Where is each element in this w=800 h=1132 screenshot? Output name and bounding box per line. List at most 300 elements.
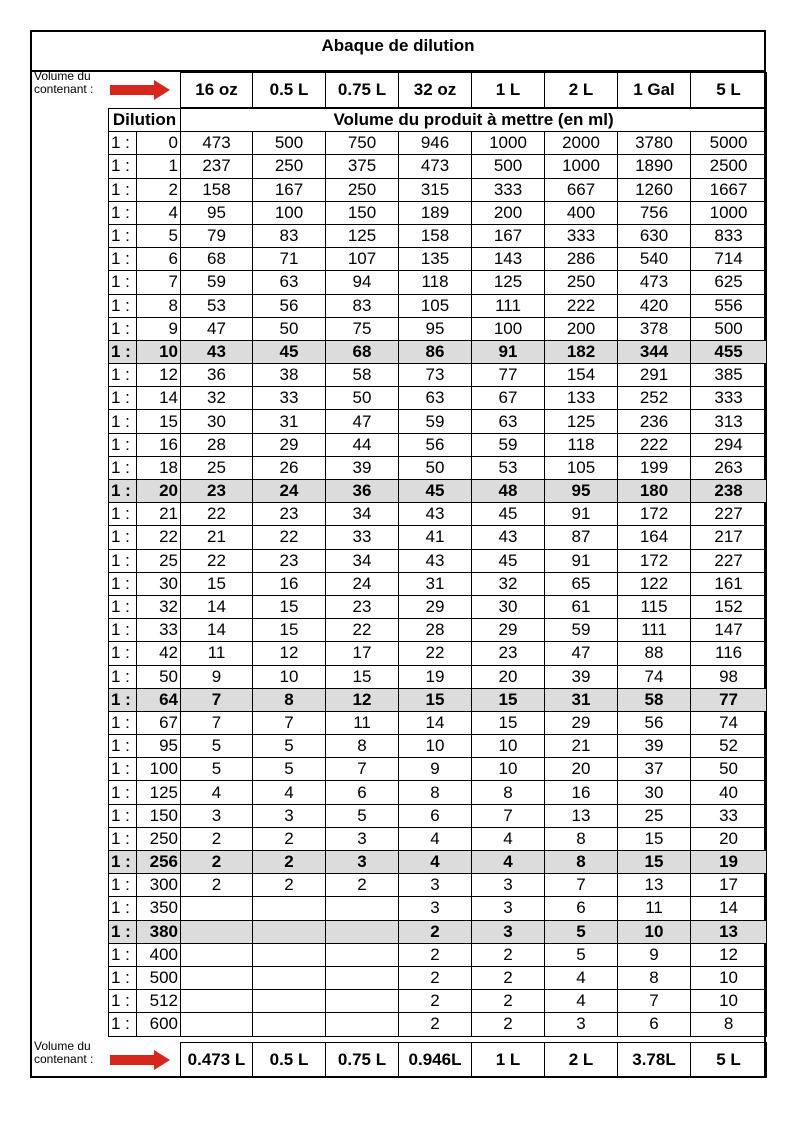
- volume-cell: 7: [472, 804, 545, 827]
- dilution-ratio: 42: [137, 642, 181, 665]
- container-label-bottom: Volume du contenant :: [34, 1039, 94, 1066]
- volume-cell: 105: [399, 294, 472, 317]
- table-row: [109, 619, 767, 642]
- volume-cell: 7: [618, 990, 691, 1013]
- volume-cell: 79: [181, 224, 253, 247]
- volume-cell: 13: [691, 920, 767, 943]
- volume-cell: 65: [545, 572, 618, 595]
- volume-cell: 19: [691, 851, 767, 874]
- container-volume-liters-cell: 0.946L: [399, 1043, 472, 1078]
- volume-cell: 45: [472, 503, 545, 526]
- volume-cell: 14: [181, 595, 253, 618]
- volume-cell: 4: [399, 827, 472, 850]
- dilution-ratio: 10: [137, 340, 181, 363]
- volume-cell: 45: [472, 549, 545, 572]
- volume-cell: 39: [326, 456, 399, 479]
- volume-cell: 125: [545, 410, 618, 433]
- volume-cell: 236: [618, 410, 691, 433]
- volume-cell: 39: [545, 665, 618, 688]
- volume-cell: 9: [399, 758, 472, 781]
- volume-cell: 100: [253, 201, 326, 224]
- volume-cell: 29: [545, 711, 618, 734]
- volume-cell: 32: [472, 572, 545, 595]
- volume-cell: 2: [181, 874, 253, 897]
- volume-cell: 23: [253, 503, 326, 526]
- dilution-ratio: 33: [137, 619, 181, 642]
- table-row: [109, 688, 767, 711]
- volume-cell: 52: [691, 735, 767, 758]
- volume-cell: 14: [691, 897, 767, 920]
- ratio-prefix: 1 :: [109, 526, 137, 549]
- volume-cell: 68: [181, 248, 253, 271]
- container-volume-cell: 32 oz: [399, 73, 472, 108]
- dilution-ratio: 50: [137, 665, 181, 688]
- ratio-prefix: 1 :: [109, 990, 137, 1013]
- volume-cell: 50: [691, 758, 767, 781]
- volume-cell: 47: [181, 317, 253, 340]
- volume-cell: 36: [181, 364, 253, 387]
- volume-cell: 16: [545, 781, 618, 804]
- volume-cell: 15: [618, 851, 691, 874]
- volume-cell: 95: [545, 480, 618, 503]
- volume-cell: 25: [618, 804, 691, 827]
- volume-cell: 83: [253, 224, 326, 247]
- volume-cell: [326, 1013, 399, 1036]
- volume-cell: 29: [253, 433, 326, 456]
- volume-cell: 135: [399, 248, 472, 271]
- volume-cell: 63: [472, 410, 545, 433]
- volume-cell: 56: [253, 294, 326, 317]
- volume-cell: 77: [691, 688, 767, 711]
- dilution-sheet: [30, 30, 766, 1078]
- volume-cell: 30: [472, 595, 545, 618]
- volume-cell: 91: [545, 503, 618, 526]
- volume-cell: 5: [253, 758, 326, 781]
- volume-cell: 8: [545, 851, 618, 874]
- container-volume-liters-cell: 0.75 L: [326, 1043, 399, 1078]
- volume-cell: 375: [326, 155, 399, 178]
- volume-cell: 91: [472, 340, 545, 363]
- dilution-ratio: 32: [137, 595, 181, 618]
- volume-cell: 167: [253, 178, 326, 201]
- table-row: [109, 758, 767, 781]
- volume-cell: 238: [691, 480, 767, 503]
- volume-cell: [326, 897, 399, 920]
- volume-cell: 473: [181, 132, 253, 155]
- volume-cell: 58: [618, 688, 691, 711]
- volume-cell: 4: [253, 781, 326, 804]
- volume-cell: 48: [472, 480, 545, 503]
- volume-cell: 107: [326, 248, 399, 271]
- volume-cell: 83: [326, 294, 399, 317]
- ratio-prefix: 1 :: [109, 943, 137, 966]
- volume-cell: 756: [618, 201, 691, 224]
- volume-cell: [253, 943, 326, 966]
- ratio-prefix: 1 :: [109, 642, 137, 665]
- dilution-ratio: 64: [137, 688, 181, 711]
- volume-cell: 5: [545, 943, 618, 966]
- ratio-prefix: 1 :: [109, 595, 137, 618]
- volume-cell: 3: [181, 804, 253, 827]
- volume-cell: 1260: [618, 178, 691, 201]
- volume-cell: 6: [326, 781, 399, 804]
- volume-cell: 2: [399, 1013, 472, 1036]
- ratio-prefix: 1 :: [109, 549, 137, 572]
- volume-cell: 15: [399, 688, 472, 711]
- volume-cell: 71: [253, 248, 326, 271]
- volume-cell: 22: [181, 549, 253, 572]
- table-row: [109, 224, 767, 247]
- volume-cell: 58: [326, 364, 399, 387]
- volume-cell: 23: [326, 595, 399, 618]
- table-row: [109, 387, 767, 410]
- volume-cell: [181, 943, 253, 966]
- volume-cell: 7: [253, 711, 326, 734]
- volume-cell: 164: [618, 526, 691, 549]
- volume-cell: 420: [618, 294, 691, 317]
- volume-cell: 88: [618, 642, 691, 665]
- volume-cell: 29: [472, 619, 545, 642]
- volume-cell: 250: [253, 155, 326, 178]
- volume-cell: 10: [691, 990, 767, 1013]
- dilution-ratio: 350: [137, 897, 181, 920]
- volume-cell: 10: [472, 735, 545, 758]
- volume-cell: 189: [399, 201, 472, 224]
- ratio-prefix: 1 :: [109, 827, 137, 850]
- dilution-ratio: 400: [137, 943, 181, 966]
- table-row: [109, 966, 767, 989]
- volume-cell: 95: [399, 317, 472, 340]
- volume-cell: 14: [181, 619, 253, 642]
- volume-cell: 53: [181, 294, 253, 317]
- volume-cell: 2: [181, 851, 253, 874]
- volume-cell: 12: [326, 688, 399, 711]
- volume-cell: 9: [181, 665, 253, 688]
- volume-cell: 1667: [691, 178, 767, 201]
- volume-cell: 3: [399, 897, 472, 920]
- container-volume-liters-cell: 5 L: [691, 1043, 767, 1078]
- volume-cell: 286: [545, 248, 618, 271]
- volume-cell: 15: [326, 665, 399, 688]
- table-row: [109, 294, 767, 317]
- volume-cell: 30: [181, 410, 253, 433]
- volume-cell: 10: [472, 758, 545, 781]
- table-row: [109, 317, 767, 340]
- volume-cell: 2: [253, 851, 326, 874]
- volume-cell: 8: [472, 781, 545, 804]
- dilution-ratio: 15: [137, 410, 181, 433]
- volume-cell: 24: [253, 480, 326, 503]
- volume-cell: 23: [253, 549, 326, 572]
- dilution-ratio: 0: [137, 132, 181, 155]
- table-row: [109, 851, 767, 874]
- volume-cell: 15: [472, 688, 545, 711]
- volume-cell: 8: [545, 827, 618, 850]
- dilution-ratio: 380: [137, 920, 181, 943]
- table-row: [109, 897, 767, 920]
- container-volume-cell: 1 Gal: [618, 73, 691, 108]
- table-row: [109, 433, 767, 456]
- volume-cell: [326, 943, 399, 966]
- volume-cell: 333: [545, 224, 618, 247]
- volume-cell: 8: [399, 781, 472, 804]
- volume-cell: 29: [399, 595, 472, 618]
- ratio-prefix: 1 :: [109, 665, 137, 688]
- volume-cell: 47: [545, 642, 618, 665]
- volume-cell: 182: [545, 340, 618, 363]
- volume-cell: 227: [691, 503, 767, 526]
- table-row: [109, 920, 767, 943]
- container-label-top: Volume du contenant :: [34, 69, 94, 96]
- table-row: [109, 340, 767, 363]
- volume-cell: 3780: [618, 132, 691, 155]
- table-row: [109, 132, 767, 155]
- volume-cell: 13: [618, 874, 691, 897]
- volume-cell: 333: [472, 178, 545, 201]
- volume-cell: 200: [472, 201, 545, 224]
- ratio-prefix: 1 :: [109, 178, 137, 201]
- dilution-column-header: Dilution: [109, 109, 181, 132]
- volume-cell: 8: [691, 1013, 767, 1036]
- volume-cell: 122: [618, 572, 691, 595]
- volume-cell: 53: [472, 456, 545, 479]
- table-row: [109, 827, 767, 850]
- volume-cell: 5000: [691, 132, 767, 155]
- volume-cell: 4: [545, 966, 618, 989]
- volume-cell: 63: [253, 271, 326, 294]
- volume-cell: 500: [691, 317, 767, 340]
- volume-cell: 5: [326, 804, 399, 827]
- dilution-ratio: 14: [137, 387, 181, 410]
- volume-cell: 2: [399, 943, 472, 966]
- volume-cell: 63: [399, 387, 472, 410]
- volume-cell: 199: [618, 456, 691, 479]
- table-row: [109, 665, 767, 688]
- volume-cell: 5: [181, 735, 253, 758]
- container-volume-liters-cell: 0.473 L: [181, 1043, 253, 1078]
- ratio-prefix: 1 :: [109, 1013, 137, 1036]
- ratio-prefix: 1 :: [109, 456, 137, 479]
- volume-cell: [181, 920, 253, 943]
- volume-cell: 263: [691, 456, 767, 479]
- volume-cell: 7: [181, 688, 253, 711]
- product-volume-header: Volume du produit à mettre (en ml): [181, 109, 767, 132]
- volume-cell: 32: [181, 387, 253, 410]
- volume-cell: 152: [691, 595, 767, 618]
- volume-cell: 455: [691, 340, 767, 363]
- dilution-ratio: 150: [137, 804, 181, 827]
- volume-cell: 26: [253, 456, 326, 479]
- volume-cell: 21: [181, 526, 253, 549]
- table-row: [109, 503, 767, 526]
- volume-cell: 98: [691, 665, 767, 688]
- volume-cell: 5: [545, 920, 618, 943]
- dilution-ratio: 21: [137, 503, 181, 526]
- volume-cell: 23: [472, 642, 545, 665]
- container-volume-cell: 16 oz: [181, 73, 253, 108]
- dilution-ratio: 8: [137, 294, 181, 317]
- volume-cell: 50: [326, 387, 399, 410]
- ratio-prefix: 1 :: [109, 248, 137, 271]
- ratio-prefix: 1 :: [109, 387, 137, 410]
- table-row: [109, 549, 767, 572]
- volume-cell: 36: [326, 480, 399, 503]
- volume-cell: 172: [618, 549, 691, 572]
- volume-cell: 237: [181, 155, 253, 178]
- ratio-prefix: 1 :: [109, 155, 137, 178]
- dilution-ratio: 12: [137, 364, 181, 387]
- volume-cell: 20: [472, 665, 545, 688]
- volume-cell: 30: [618, 781, 691, 804]
- volume-cell: 105: [545, 456, 618, 479]
- volume-cell: 200: [545, 317, 618, 340]
- volume-cell: 7: [181, 711, 253, 734]
- table-row: [109, 804, 767, 827]
- volume-cell: 86: [399, 340, 472, 363]
- volume-cell: 11: [181, 642, 253, 665]
- dilution-ratio: 600: [137, 1013, 181, 1036]
- ratio-prefix: 1 :: [109, 804, 137, 827]
- volume-cell: 116: [691, 642, 767, 665]
- volume-cell: 6: [618, 1013, 691, 1036]
- volume-cell: 2: [399, 966, 472, 989]
- volume-cell: 250: [545, 271, 618, 294]
- ratio-prefix: 1 :: [109, 966, 137, 989]
- volume-cell: 118: [545, 433, 618, 456]
- volume-cell: [181, 897, 253, 920]
- volume-cell: 33: [691, 804, 767, 827]
- volume-cell: 87: [545, 526, 618, 549]
- volume-cell: 3: [472, 874, 545, 897]
- volume-cell: 20: [691, 827, 767, 850]
- volume-cell: 378: [618, 317, 691, 340]
- volume-cell: 24: [326, 572, 399, 595]
- volume-cell: 630: [618, 224, 691, 247]
- volume-cell: 625: [691, 271, 767, 294]
- volume-cell: 2: [472, 990, 545, 1013]
- volume-cell: 313: [691, 410, 767, 433]
- dilution-ratio: 67: [137, 711, 181, 734]
- volume-cell: 540: [618, 248, 691, 271]
- table-row: [109, 178, 767, 201]
- ratio-prefix: 1 :: [109, 480, 137, 503]
- dilution-ratio: 18: [137, 456, 181, 479]
- volume-cell: 15: [472, 711, 545, 734]
- dilution-ratio: 500: [137, 966, 181, 989]
- volume-cell: 21: [545, 735, 618, 758]
- container-volume-liters-cell: 1 L: [472, 1043, 545, 1078]
- volume-cell: 5: [253, 735, 326, 758]
- container-volume-footer: [180, 1042, 767, 1078]
- ratio-prefix: 1 :: [109, 201, 137, 224]
- volume-cell: 4: [472, 851, 545, 874]
- volume-cell: 2: [399, 920, 472, 943]
- ratio-prefix: 1 :: [109, 851, 137, 874]
- volume-cell: 154: [545, 364, 618, 387]
- volume-cell: 4: [472, 827, 545, 850]
- volume-cell: 3: [399, 874, 472, 897]
- container-volume-liters-cell: 0.5 L: [253, 1043, 326, 1078]
- volume-cell: [253, 897, 326, 920]
- volume-cell: 73: [399, 364, 472, 387]
- volume-cell: 45: [399, 480, 472, 503]
- volume-cell: 8: [326, 735, 399, 758]
- volume-cell: 100: [472, 317, 545, 340]
- table-row: [109, 201, 767, 224]
- container-volume-liters-cell: 2 L: [545, 1043, 618, 1078]
- table-row: [109, 990, 767, 1013]
- volume-cell: 45: [253, 340, 326, 363]
- volume-cell: [326, 966, 399, 989]
- table-subheader: [109, 109, 767, 132]
- volume-cell: 3: [472, 920, 545, 943]
- volume-cell: 10: [399, 735, 472, 758]
- table-row: [109, 595, 767, 618]
- dilution-table: [108, 108, 767, 1037]
- dilution-ratio: 30: [137, 572, 181, 595]
- volume-cell: 43: [181, 340, 253, 363]
- volume-cell: 2: [326, 874, 399, 897]
- ratio-prefix: 1 :: [109, 874, 137, 897]
- volume-cell: 25: [181, 456, 253, 479]
- volume-cell: 167: [472, 224, 545, 247]
- ratio-prefix: 1 :: [109, 271, 137, 294]
- volume-cell: 12: [253, 642, 326, 665]
- dilution-ratio: 20: [137, 480, 181, 503]
- ratio-prefix: 1 :: [109, 410, 137, 433]
- volume-cell: 1890: [618, 155, 691, 178]
- volume-cell: 16: [253, 572, 326, 595]
- volume-cell: 217: [691, 526, 767, 549]
- volume-cell: 2: [253, 874, 326, 897]
- volume-cell: 3: [545, 1013, 618, 1036]
- volume-cell: 59: [472, 433, 545, 456]
- volume-cell: 74: [618, 665, 691, 688]
- ratio-prefix: 1 :: [109, 920, 137, 943]
- volume-cell: 222: [618, 433, 691, 456]
- dilution-ratio: 95: [137, 735, 181, 758]
- ratio-prefix: 1 :: [109, 897, 137, 920]
- volume-cell: 2: [472, 966, 545, 989]
- volume-cell: 44: [326, 433, 399, 456]
- table-row: [109, 480, 767, 503]
- volume-cell: 23: [181, 480, 253, 503]
- volume-cell: 500: [253, 132, 326, 155]
- volume-cell: [326, 990, 399, 1013]
- ratio-prefix: 1 :: [109, 711, 137, 734]
- volume-cell: 34: [326, 503, 399, 526]
- volume-cell: 59: [545, 619, 618, 642]
- volume-cell: 12: [691, 943, 767, 966]
- volume-cell: 7: [326, 758, 399, 781]
- table-row: [109, 1013, 767, 1036]
- volume-cell: 10: [253, 665, 326, 688]
- volume-cell: [253, 966, 326, 989]
- volume-cell: 133: [545, 387, 618, 410]
- volume-cell: 2: [472, 943, 545, 966]
- dilution-ratio: 250: [137, 827, 181, 850]
- volume-cell: 19: [399, 665, 472, 688]
- arrow-right-icon: [110, 80, 172, 100]
- volume-cell: 250: [326, 178, 399, 201]
- container-volume-cell: 0.5 L: [253, 73, 326, 108]
- volume-cell: 172: [618, 503, 691, 526]
- page-title: Abaque de dilution: [32, 32, 764, 72]
- volume-cell: 31: [253, 410, 326, 433]
- ratio-prefix: 1 :: [109, 688, 137, 711]
- dilution-ratio: 7: [137, 271, 181, 294]
- volume-cell: 31: [545, 688, 618, 711]
